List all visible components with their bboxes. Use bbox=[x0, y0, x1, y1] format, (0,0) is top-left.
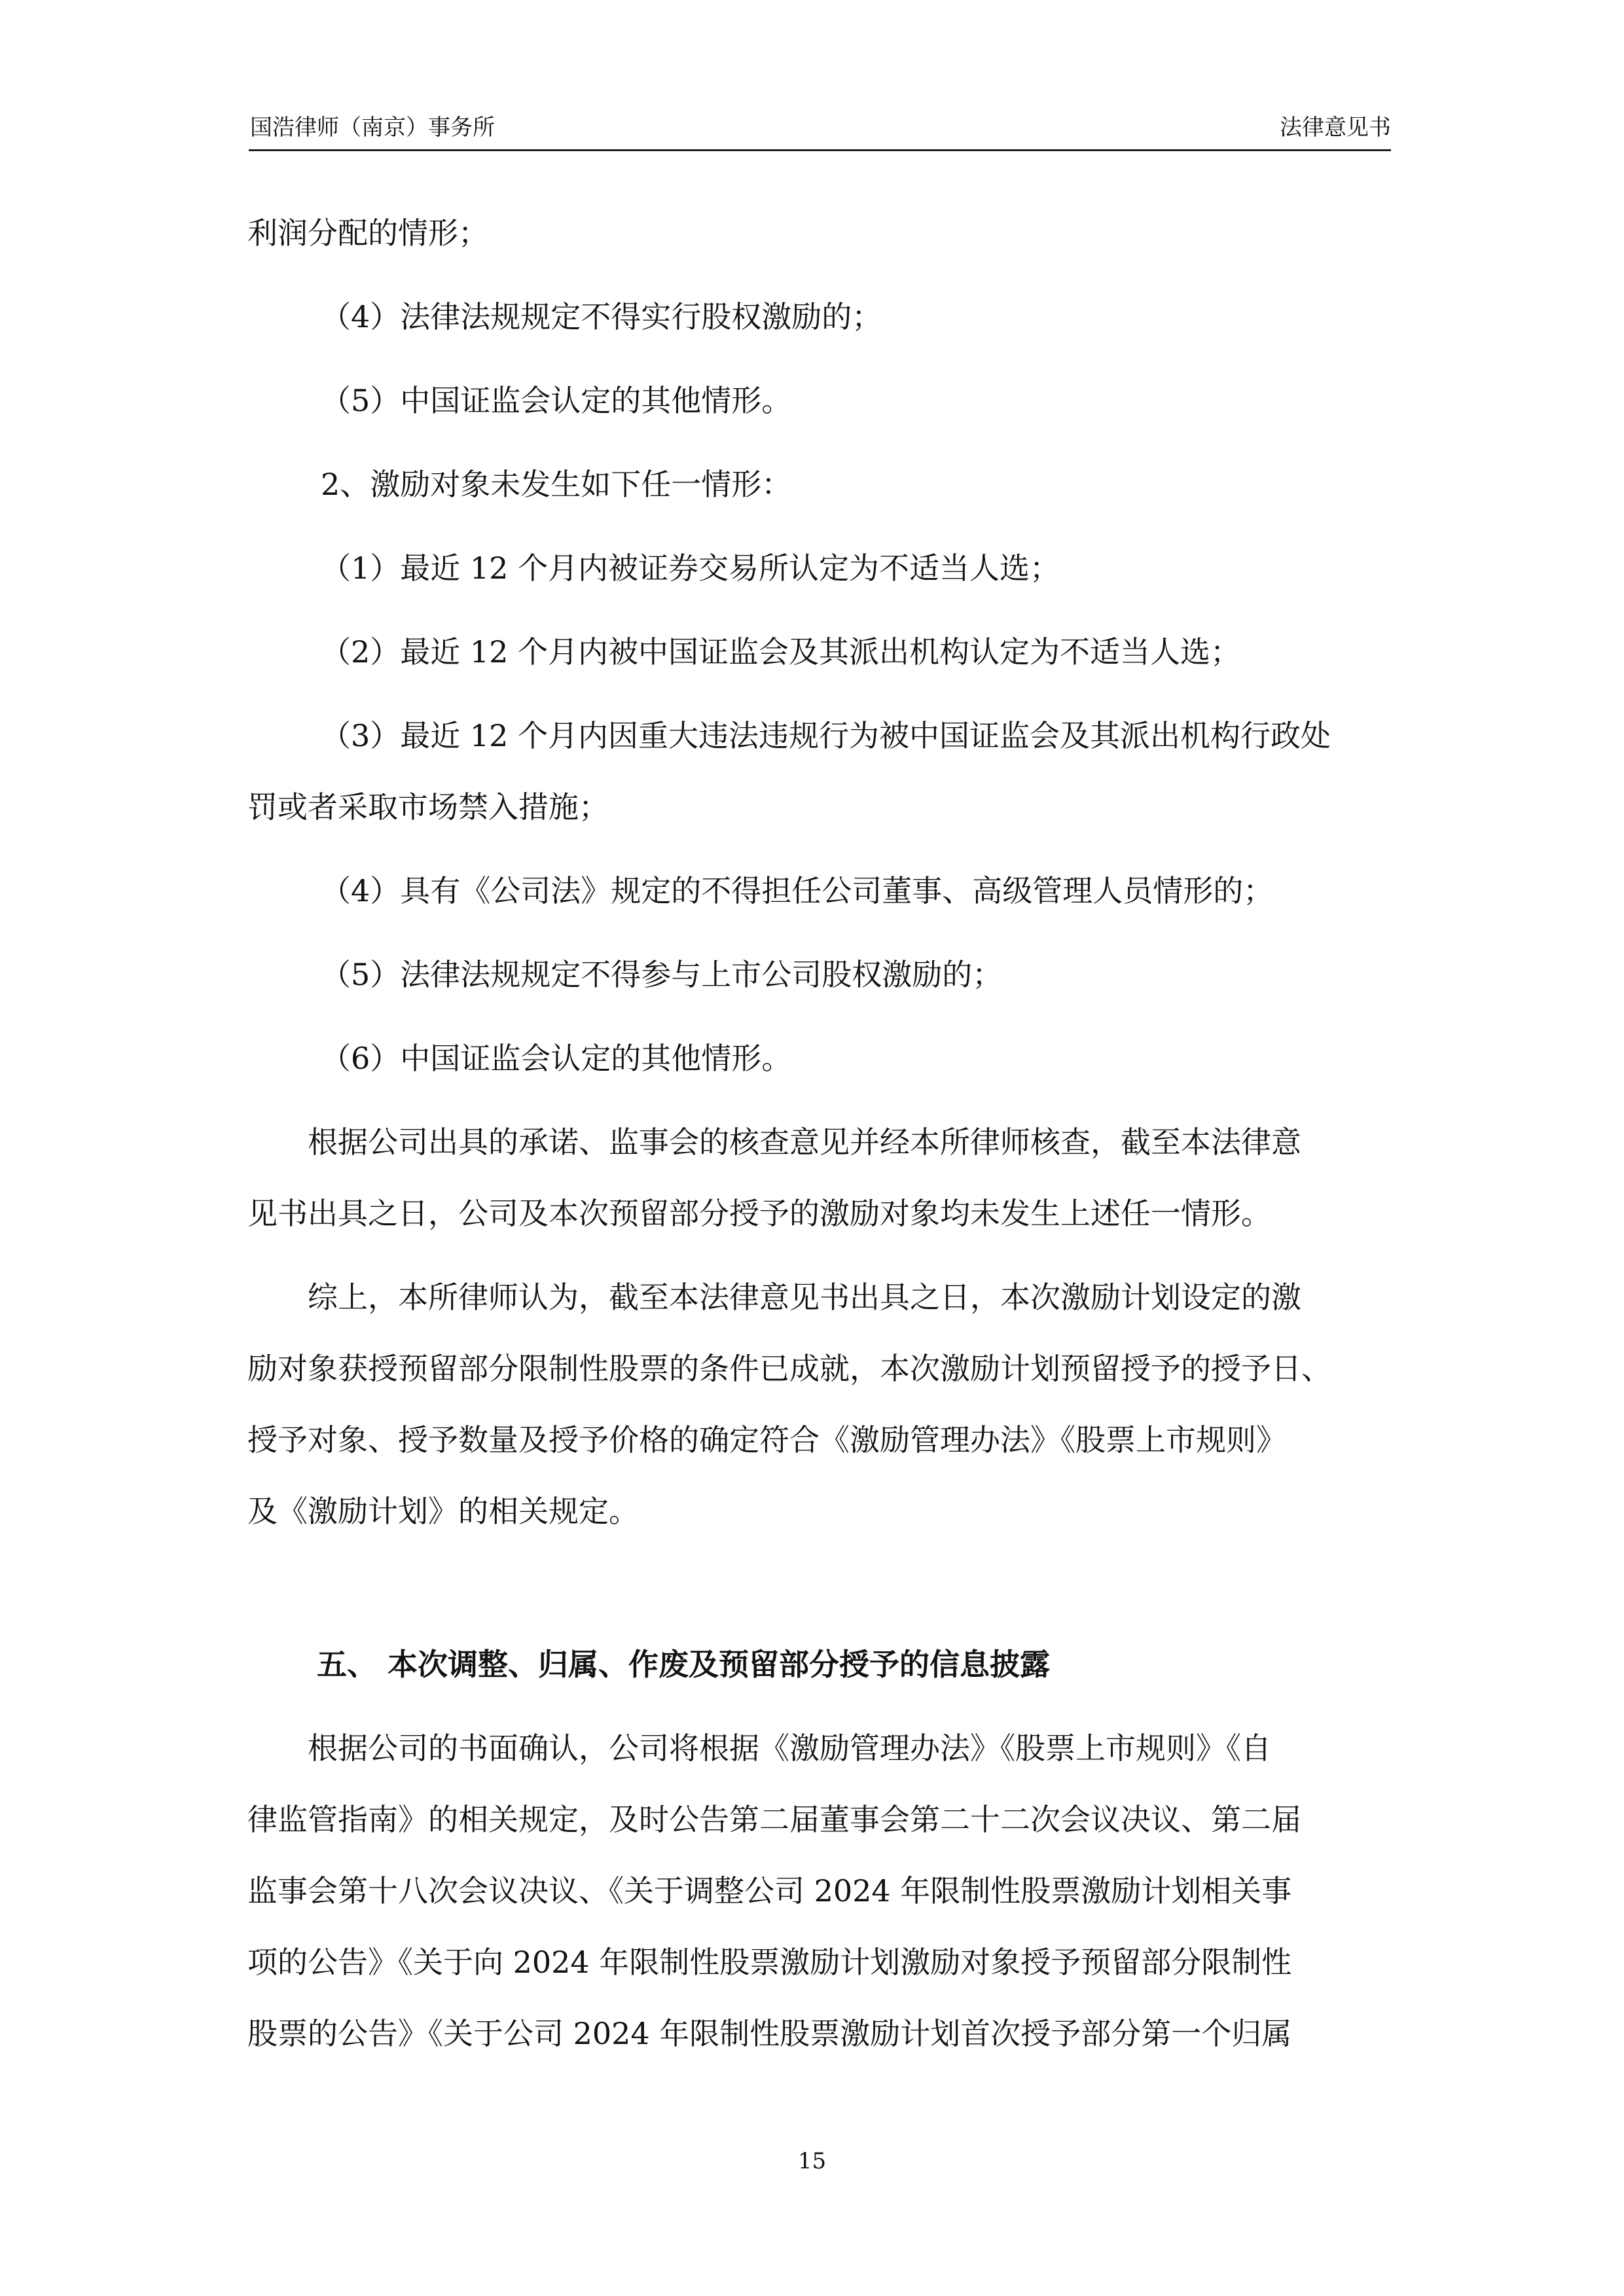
paragraph-line: 综上，本所律师认为，截至本法律意见书出具之日，本次激励计划设定的激 bbox=[308, 1280, 1301, 1315]
paragraph-line: 及《激励计划》的相关规定。 bbox=[247, 1494, 639, 1529]
list-item: （3）最近 12 个月内因重大违法违规行为被中国证监会及其派出机构行政处 bbox=[321, 718, 1331, 753]
list-item: （6）中国证监会认定的其他情形。 bbox=[321, 1041, 792, 1076]
list-item: （2）最近 12 个月内被中国证监会及其派出机构认定为不适当人选； bbox=[321, 634, 1241, 670]
paragraph-line: 律监管指南》的相关规定，及时公告第二届董事会第二十二次会议决议、第二届 bbox=[247, 1802, 1301, 1837]
list-item: （1）最近 12 个月内被证券交易所认定为不适当人选； bbox=[321, 550, 1060, 586]
list-item: （4）具有《公司法》规定的不得担任公司董事、高级管理人员情形的； bbox=[321, 873, 1274, 908]
paragraph-line: 股票的公告》《关于公司 2024 年限制性股票激励计划首次授予部分第一个归属 bbox=[247, 2016, 1292, 2051]
paragraph-line: 见书出具之日，公司及本次预留部分授予的激励对象均未发生上述任一情形。 bbox=[247, 1196, 1271, 1231]
header-firm-name: 国浩律师（南京）事务所 bbox=[250, 115, 495, 141]
list-item: （4）法律法规规定不得实行股权激励的； bbox=[321, 299, 882, 334]
page-number: 15 bbox=[797, 2148, 827, 2174]
list-item: （5）法律法规规定不得参与上市公司股权激励的； bbox=[321, 957, 1003, 992]
page-header bbox=[249, 110, 1391, 151]
paragraph-line: 根据公司的书面确认，公司将根据《激励管理办法》《股票上市规则》《自 bbox=[308, 1731, 1271, 1766]
list-item-continuation: 罚或者采取市场禁入措施； bbox=[247, 789, 609, 825]
paragraph-line: 利润分配的情形； bbox=[247, 215, 488, 251]
paragraph-line: 励对象获授预留部分限制性股票的条件已成就，本次激励计划预留授予的授予日、 bbox=[247, 1351, 1331, 1386]
paragraph-line: 项的公告》《关于向 2024 年限制性股票激励计划激励对象授予预留部分限制性 bbox=[247, 1945, 1292, 1980]
paragraph-line: 授予对象、授予数量及授予价格的确定符合《激励管理办法》《股票上市规则》 bbox=[247, 1422, 1286, 1458]
header-document-type: 法律意见书 bbox=[1280, 115, 1391, 141]
list-item: （5）中国证监会认定的其他情形。 bbox=[321, 383, 792, 418]
paragraph-line: 根据公司出具的承诺、监事会的核查意见并经本所律师核查，截至本法律意 bbox=[308, 1124, 1301, 1160]
section-subheading: 2、激励对象未发生如下任一情形： bbox=[321, 467, 792, 502]
section-heading: 五、 本次调整、归属、作废及预留部分授予的信息披露 bbox=[317, 1647, 1051, 1682]
paragraph-line: 监事会第十八次会议决议、《关于调整公司 2024 年限制性股票激励计划相关事 bbox=[247, 1873, 1292, 1909]
